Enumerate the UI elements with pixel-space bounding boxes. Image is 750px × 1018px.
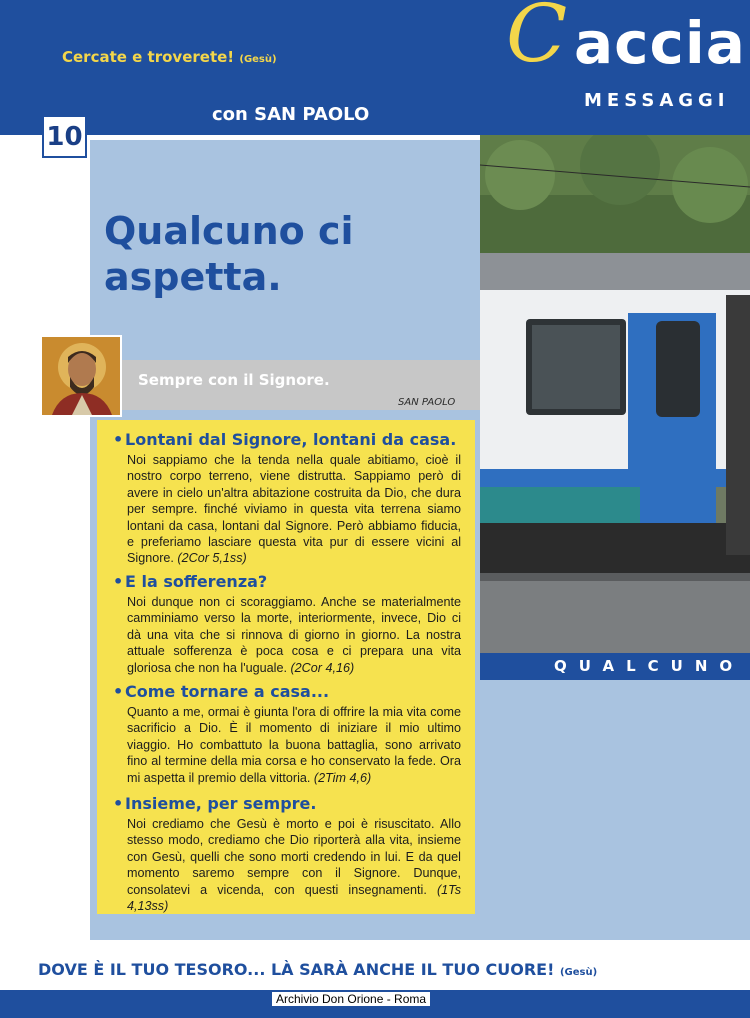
page-number: 10 bbox=[42, 115, 87, 158]
motto-text: Cercate e troverete! bbox=[62, 48, 235, 66]
item-heading: • Insieme, per sempre. bbox=[113, 794, 317, 813]
item-reference: (2Cor 4,16) bbox=[290, 660, 355, 675]
item-reference: (2Cor 5,1ss) bbox=[177, 551, 247, 566]
portrait-icon bbox=[42, 337, 120, 415]
item-body: Noi sappiamo che la tenda nella quale abitiamo, cioè il nostro corpo terreno, viene distrutta. Sappiamo però di avere in cielo un'altra abitazione costruita da Dio, che dura per sempre. finché viviamo in questa vita terrena siamo lontani da casa, lontani dal Signore. Però abbiamo fiducia, e preferiamo lasciare questa vita pur di essere vicini al Signore. (2Cor 5,1ss) bbox=[127, 453, 461, 566]
item-heading: • Lontani dal Signore, lontani da casa. bbox=[113, 430, 457, 449]
train-illustration bbox=[480, 135, 750, 653]
article-title: Qualcuno ci aspetta. bbox=[104, 209, 354, 299]
slogan-source: (Gesù) bbox=[559, 967, 598, 978]
photo-caption-band: QUALCUNO bbox=[480, 653, 750, 680]
bullet-icon: • bbox=[113, 572, 124, 591]
item-heading: • E la sofferenza? bbox=[113, 572, 268, 591]
quote-author: SAN PAOLO bbox=[398, 397, 456, 408]
logo-subtitle: MESSAGGI bbox=[584, 90, 730, 111]
section-title: con SAN PAOLO bbox=[212, 104, 370, 125]
archive-stamp: Archivio Don Orione - Roma bbox=[272, 992, 430, 1006]
article-item bbox=[113, 430, 461, 567]
article-item bbox=[113, 794, 461, 914]
article-item bbox=[113, 572, 461, 676]
item-body: Quanto a me, ormai è giunta l'ora di offrire la mia vita come sacrificio a Dio. È il momento di iniziare il mio ultimo viaggio. Ho combattuto la buona battaglia, sono arrivato fino al termine della mia corsa e ho conservato la fede. Ora mi aspetta il premio della vittoria. (2Tim 4,6) bbox=[127, 705, 461, 785]
saint-paul-portrait bbox=[40, 335, 122, 417]
footer-slogan bbox=[38, 960, 597, 979]
item-heading: • Come tornare a casa... bbox=[113, 682, 330, 701]
slogan-text: DOVE È IL TUO TESORO... LÀ SARÀ ANCHE IL TUO CUORE! bbox=[38, 960, 555, 979]
item-body: Noi dunque non ci scoraggiamo. Anche se materialmente camminiamo verso la morte, interiormente, invece, Dio ci dà una vita che si rinnova di giorno in giorno. La nostra attuale sofferenza è poca cosa e ci prepara una vita gloriosa che non ha l'uguale. (2Cor 4,16) bbox=[127, 595, 461, 675]
bullet-icon: • bbox=[113, 794, 124, 813]
article-item bbox=[113, 682, 461, 786]
item-reference: (1Ts 4,13ss) bbox=[127, 882, 461, 914]
right-panel bbox=[480, 680, 750, 940]
logo-word: accia bbox=[574, 9, 746, 77]
item-body: Noi crediamo che Gesù è morto e poi è risuscitato. Allo stesso modo, crediamo che Dio riporterà alla vita, insieme con Gesù, quelli che sono morti credendo in lui. E da quel momento saremo sempre con il Signore. Dunque, consolatevi a vicenda, con questi insegnamenti. (1Ts 4,13ss) bbox=[127, 817, 461, 914]
motto-source: (Gesù) bbox=[239, 54, 277, 65]
bullet-icon: • bbox=[113, 682, 124, 701]
train-photo bbox=[480, 135, 750, 653]
bullet-icon: • bbox=[113, 430, 124, 449]
item-reference: (2Tim 4,6) bbox=[313, 770, 372, 785]
quote-text: Sempre con il Signore. bbox=[138, 371, 330, 389]
logo-initial: C bbox=[506, 0, 568, 80]
header-motto bbox=[62, 48, 277, 66]
